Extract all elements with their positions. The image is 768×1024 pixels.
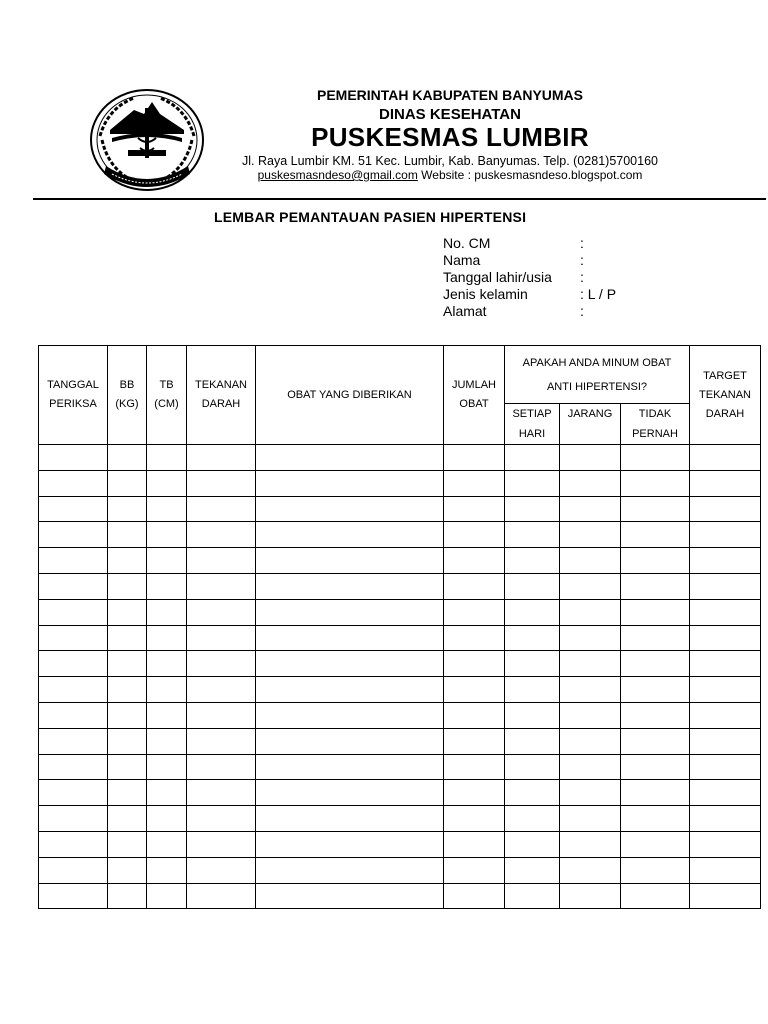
info-label: Alamat: [443, 303, 487, 319]
table-cell[interactable]: [108, 883, 147, 909]
table-cell[interactable]: [108, 728, 147, 754]
subheader-jarang: JARANG: [560, 404, 621, 445]
table-cell[interactable]: [39, 445, 108, 471]
table-cell[interactable]: [560, 573, 621, 599]
table-cell[interactable]: [505, 857, 560, 883]
table-row: [39, 522, 761, 548]
table-cell[interactable]: [147, 573, 187, 599]
table-cell[interactable]: [147, 806, 187, 832]
header-apakah-minum-obat: APAKAH ANDA MINUM OBAT ANTI HIPERTENSI?: [505, 346, 690, 404]
table-cell[interactable]: [690, 780, 761, 806]
table-cell[interactable]: [621, 496, 690, 522]
table-cell[interactable]: [690, 573, 761, 599]
table-cell[interactable]: [187, 470, 256, 496]
table-cell[interactable]: [505, 702, 560, 728]
table-cell[interactable]: [108, 857, 147, 883]
table-row: [39, 445, 761, 471]
table-cell[interactable]: [187, 831, 256, 857]
table-cell[interactable]: [147, 754, 187, 780]
table-cell[interactable]: [621, 625, 690, 651]
table-row: [39, 780, 761, 806]
table-cell[interactable]: [505, 445, 560, 471]
table-cell[interactable]: [621, 651, 690, 677]
table-cell[interactable]: [39, 496, 108, 522]
table-cell[interactable]: [187, 780, 256, 806]
info-row-alamat: [443, 303, 743, 320]
table-cell[interactable]: [256, 857, 444, 883]
table-cell[interactable]: [147, 599, 187, 625]
table-cell[interactable]: [108, 702, 147, 728]
header-contact: [220, 168, 680, 182]
table-cell[interactable]: [256, 831, 444, 857]
email-link[interactable]: puskesmasndeso@gmail.com: [257, 168, 418, 182]
table-cell[interactable]: [505, 522, 560, 548]
table-cell[interactable]: [256, 599, 444, 625]
table-cell[interactable]: [39, 857, 108, 883]
table-cell[interactable]: [444, 857, 505, 883]
table-cell[interactable]: [256, 806, 444, 832]
table-row: [39, 831, 761, 857]
table-cell[interactable]: [560, 522, 621, 548]
table-cell[interactable]: [621, 573, 690, 599]
header-target-tekanan-darah: TARGET TEKANAN DARAH: [690, 346, 761, 445]
table-row: [39, 470, 761, 496]
table-cell[interactable]: [256, 651, 444, 677]
table-cell[interactable]: [187, 806, 256, 832]
table-cell[interactable]: [505, 780, 560, 806]
table-cell[interactable]: [39, 754, 108, 780]
table-cell[interactable]: [560, 470, 621, 496]
table-cell[interactable]: [621, 522, 690, 548]
table-cell[interactable]: [505, 806, 560, 832]
table-cell[interactable]: [560, 625, 621, 651]
table-cell[interactable]: [256, 496, 444, 522]
table-cell[interactable]: [560, 548, 621, 574]
table-cell[interactable]: [187, 522, 256, 548]
table-cell[interactable]: [39, 599, 108, 625]
table-row: [39, 806, 761, 832]
table-body: [39, 445, 761, 909]
info-row-nama: [443, 252, 743, 269]
table-cell[interactable]: [444, 651, 505, 677]
header-address: Jl. Raya Lumbir KM. 51 Kec. Lumbir, Kab. Banyumas. Telp. (0281)5700160: [242, 154, 658, 168]
table-cell[interactable]: [621, 470, 690, 496]
table-cell[interactable]: [108, 470, 147, 496]
info-row-jenis-kelamin: [443, 286, 743, 303]
table-cell[interactable]: [147, 702, 187, 728]
subheader-setiap-hari: SETIAP HARI: [505, 404, 560, 445]
table-cell[interactable]: [560, 883, 621, 909]
table-cell[interactable]: [187, 883, 256, 909]
table-cell[interactable]: [39, 702, 108, 728]
table-cell[interactable]: [560, 728, 621, 754]
table-cell[interactable]: [444, 470, 505, 496]
table-cell[interactable]: [256, 522, 444, 548]
table-cell[interactable]: [108, 754, 147, 780]
table-cell[interactable]: [560, 780, 621, 806]
table-row: [39, 573, 761, 599]
table-cell[interactable]: [621, 599, 690, 625]
table-cell[interactable]: [690, 625, 761, 651]
table-cell[interactable]: [505, 625, 560, 651]
table-cell[interactable]: [505, 548, 560, 574]
info-label: Nama: [443, 252, 481, 268]
table-cell[interactable]: [560, 599, 621, 625]
table-cell[interactable]: [690, 831, 761, 857]
table-cell[interactable]: [187, 625, 256, 651]
info-row-tanggal-lahir: [443, 269, 743, 286]
table-cell[interactable]: [505, 651, 560, 677]
table-row: [39, 702, 761, 728]
table-cell[interactable]: [39, 728, 108, 754]
table-cell[interactable]: [621, 677, 690, 703]
table-cell[interactable]: [39, 470, 108, 496]
table-cell[interactable]: [444, 625, 505, 651]
table-cell[interactable]: [147, 780, 187, 806]
table-cell[interactable]: [690, 857, 761, 883]
table-cell[interactable]: [108, 625, 147, 651]
table-cell[interactable]: [690, 754, 761, 780]
table-cell[interactable]: [621, 445, 690, 471]
table-cell[interactable]: [444, 728, 505, 754]
table-cell[interactable]: [187, 754, 256, 780]
table-cell[interactable]: [690, 522, 761, 548]
info-row-no-cm: [443, 235, 743, 252]
table-cell[interactable]: [256, 780, 444, 806]
table-cell[interactable]: [560, 831, 621, 857]
table-cell[interactable]: [444, 883, 505, 909]
table-cell[interactable]: [39, 883, 108, 909]
info-value: :: [580, 303, 584, 319]
table-cell[interactable]: [560, 651, 621, 677]
table-cell[interactable]: [444, 702, 505, 728]
table-cell[interactable]: [108, 445, 147, 471]
table-cell[interactable]: [108, 573, 147, 599]
table-cell[interactable]: [505, 831, 560, 857]
table-cell[interactable]: [690, 728, 761, 754]
table-cell[interactable]: [560, 445, 621, 471]
info-value: :: [580, 252, 584, 268]
header-tb: TB (CM): [147, 346, 187, 445]
table-cell[interactable]: [147, 522, 187, 548]
table-cell[interactable]: [147, 651, 187, 677]
kabupaten-banyumas-emblem: [88, 88, 206, 194]
table-cell[interactable]: [187, 573, 256, 599]
table-cell[interactable]: [690, 702, 761, 728]
table-row: [39, 651, 761, 677]
table-cell[interactable]: [108, 806, 147, 832]
table-cell[interactable]: [560, 806, 621, 832]
table-cell[interactable]: [444, 806, 505, 832]
table-cell[interactable]: [187, 857, 256, 883]
info-label: Jenis kelamin: [443, 286, 528, 302]
table-cell[interactable]: [621, 780, 690, 806]
table-cell[interactable]: [444, 573, 505, 599]
table-cell[interactable]: [444, 599, 505, 625]
table-cell[interactable]: [621, 857, 690, 883]
table-cell[interactable]: [39, 573, 108, 599]
table-cell[interactable]: [621, 702, 690, 728]
table-cell[interactable]: [690, 548, 761, 574]
table-cell[interactable]: [147, 728, 187, 754]
table-row: [39, 754, 761, 780]
subheader-tidak-pernah: TIDAK PERNAH: [621, 404, 690, 445]
info-label: Tanggal lahir/usia: [443, 269, 552, 285]
table-cell[interactable]: [256, 728, 444, 754]
table-cell[interactable]: [108, 780, 147, 806]
table-cell[interactable]: [444, 548, 505, 574]
table-cell[interactable]: [690, 445, 761, 471]
table-cell[interactable]: [256, 625, 444, 651]
table-row: [39, 728, 761, 754]
table-cell[interactable]: [560, 496, 621, 522]
table-cell[interactable]: [690, 677, 761, 703]
header-divider: [33, 198, 766, 200]
table-cell[interactable]: [147, 831, 187, 857]
table-cell[interactable]: [147, 883, 187, 909]
table-cell[interactable]: [187, 599, 256, 625]
table-cell[interactable]: [505, 728, 560, 754]
table-cell[interactable]: [621, 548, 690, 574]
table-cell[interactable]: [147, 625, 187, 651]
table-cell[interactable]: [39, 780, 108, 806]
table-cell[interactable]: [187, 651, 256, 677]
table-cell[interactable]: [621, 754, 690, 780]
table-cell[interactable]: [39, 651, 108, 677]
header-puskesmas-name: PUSKESMAS LUMBIR: [311, 122, 589, 152]
table-cell[interactable]: [621, 883, 690, 909]
table-cell[interactable]: [444, 445, 505, 471]
table-cell[interactable]: [256, 445, 444, 471]
header-department: DINAS KESEHATAN: [379, 106, 521, 123]
table-cell[interactable]: [256, 677, 444, 703]
table-cell[interactable]: [505, 677, 560, 703]
table-cell[interactable]: [187, 496, 256, 522]
table-cell[interactable]: [560, 857, 621, 883]
table-cell[interactable]: [39, 831, 108, 857]
info-value: :: [580, 235, 584, 251]
table-cell[interactable]: [444, 780, 505, 806]
table-cell[interactable]: [39, 806, 108, 832]
table-cell[interactable]: [256, 754, 444, 780]
table-cell[interactable]: [108, 522, 147, 548]
form-title: LEMBAR PEMANTAUAN PASIEN HIPERTENSI: [214, 209, 527, 225]
table-cell[interactable]: [187, 728, 256, 754]
table-cell[interactable]: [505, 599, 560, 625]
table-row: [39, 883, 761, 909]
table-cell[interactable]: [621, 728, 690, 754]
header-tekanan-darah: TEKANAN DARAH: [187, 346, 256, 445]
table-cell[interactable]: [39, 625, 108, 651]
info-value: :: [580, 269, 584, 285]
table-row: [39, 548, 761, 574]
table-cell[interactable]: [505, 883, 560, 909]
table-cell[interactable]: [256, 470, 444, 496]
info-label: No. CM: [443, 235, 491, 251]
table-row: [39, 625, 761, 651]
table-cell[interactable]: [108, 651, 147, 677]
monitoring-table: [38, 345, 761, 909]
table-row: [39, 599, 761, 625]
table-cell[interactable]: [147, 677, 187, 703]
table-cell[interactable]: [187, 677, 256, 703]
table-row: [39, 857, 761, 883]
header-obat-diberikan: OBAT YANG DIBERIKAN: [256, 346, 444, 445]
table-cell[interactable]: [444, 754, 505, 780]
table-cell[interactable]: [187, 702, 256, 728]
table-cell[interactable]: [690, 599, 761, 625]
table-cell[interactable]: [690, 496, 761, 522]
header-jumlah-obat: JUMLAH OBAT: [444, 346, 505, 445]
table-cell[interactable]: [444, 677, 505, 703]
table-cell[interactable]: [108, 599, 147, 625]
table-cell[interactable]: [187, 445, 256, 471]
table-cell[interactable]: [256, 573, 444, 599]
table-cell[interactable]: [108, 496, 147, 522]
table-cell[interactable]: [505, 470, 560, 496]
table-cell[interactable]: [147, 548, 187, 574]
table-cell[interactable]: [108, 548, 147, 574]
table-cell[interactable]: [690, 883, 761, 909]
table-cell[interactable]: [690, 806, 761, 832]
table-cell[interactable]: [505, 573, 560, 599]
table-cell[interactable]: [505, 754, 560, 780]
table-cell[interactable]: [505, 496, 560, 522]
table-cell[interactable]: [444, 522, 505, 548]
table-cell[interactable]: [39, 677, 108, 703]
table-cell[interactable]: [621, 831, 690, 857]
table-cell[interactable]: [39, 548, 108, 574]
header-tanggal-periksa: TANGGAL PERIKSA: [39, 346, 108, 445]
table-cell[interactable]: [147, 445, 187, 471]
table-cell[interactable]: [108, 831, 147, 857]
table-cell[interactable]: [690, 651, 761, 677]
table-cell[interactable]: [256, 883, 444, 909]
table-row: [39, 677, 761, 703]
table-cell[interactable]: [560, 702, 621, 728]
table-cell[interactable]: [147, 496, 187, 522]
table-cell[interactable]: [147, 857, 187, 883]
table-cell[interactable]: [256, 548, 444, 574]
website-text: Website : puskesmasndeso.blogspot.com: [417, 168, 643, 182]
header-government: PEMERINTAH KABUPATEN BANYUMAS: [317, 87, 583, 103]
table-cell[interactable]: [560, 677, 621, 703]
table-cell[interactable]: [621, 806, 690, 832]
header-bb: BB (KG): [108, 346, 147, 445]
info-value: : L / P: [580, 286, 617, 302]
table-cell[interactable]: [147, 470, 187, 496]
table-cell[interactable]: [444, 831, 505, 857]
table-row: [39, 496, 761, 522]
table-cell[interactable]: [690, 470, 761, 496]
table-cell[interactable]: [444, 496, 505, 522]
table-cell[interactable]: [256, 702, 444, 728]
table-cell[interactable]: [108, 677, 147, 703]
table-cell[interactable]: [39, 522, 108, 548]
table-cell[interactable]: [560, 754, 621, 780]
table-cell[interactable]: [187, 548, 256, 574]
patient-info: [443, 235, 743, 320]
